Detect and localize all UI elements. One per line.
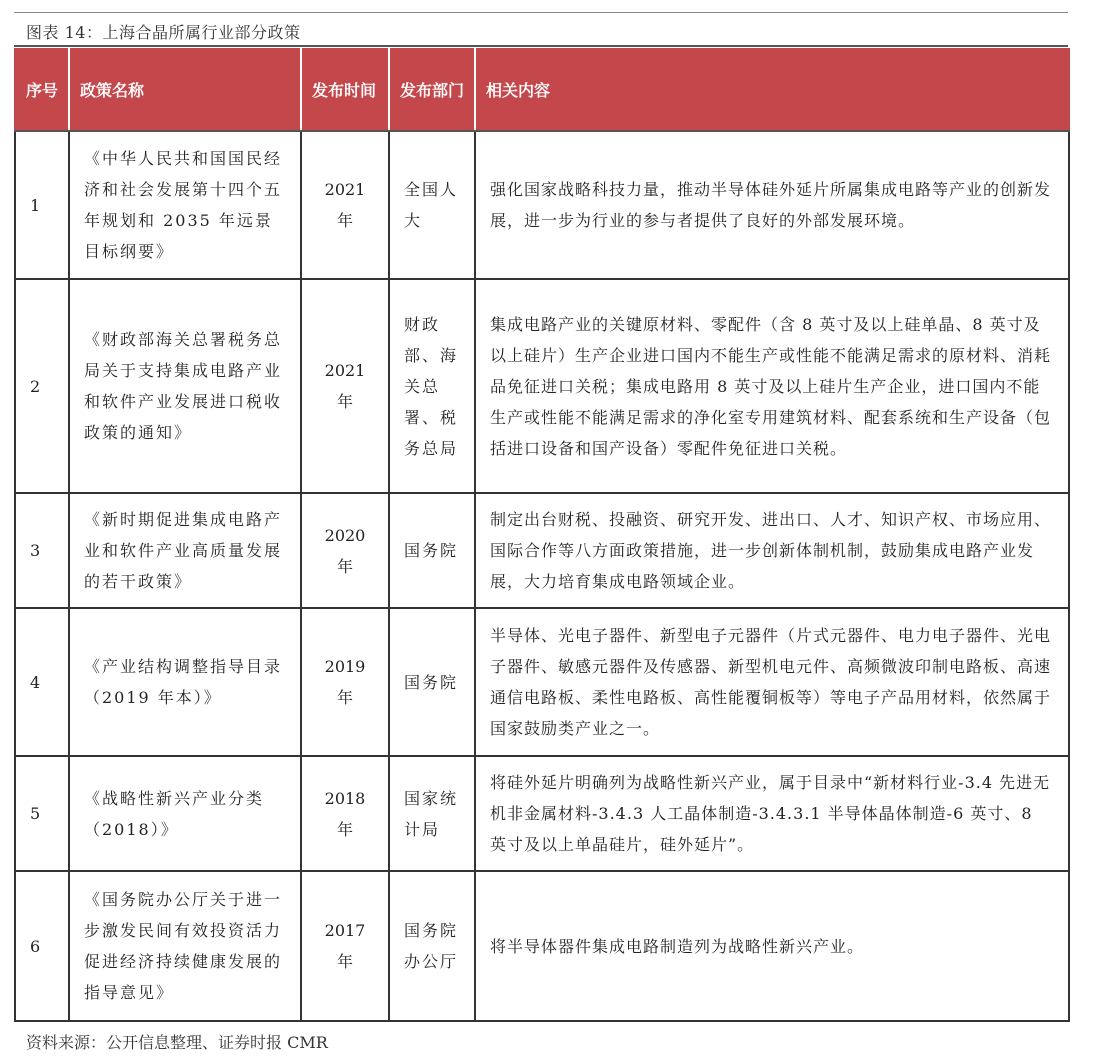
policy-table — [14, 48, 1070, 1022]
header-no: 序号 — [15, 49, 69, 131]
header-policy-name: 政策名称 — [69, 49, 301, 131]
header-content: 相关内容 — [475, 49, 1069, 131]
row-content: 集成电路产业的关键原材料、零配件（含 8 英寸及以上硅单晶、8 英寸及以上硅片）生产企业进口国内不能生产或性能不能满足需求的原材料、消耗品免征进口关税；集成电路用 8 英寸及以上硅片生产企业，进口国内不能生产或性能不能满足需求的净化室专用建筑材料、配套系统和生产设备（包括进口设备和国产设备）零配件免征进口关税。 — [475, 279, 1069, 493]
row-policy-name: 《国务院办公厅关于进一步激发民间有效投资活力促进经济持续健康发展的指导意见》 — [69, 871, 301, 1021]
row-year: 2021 年 — [301, 279, 389, 493]
row-policy-name: 《产业结构调整指导目录（2019 年本）》 — [69, 608, 301, 756]
row-content: 制定出台财税、投融资、研究开发、进出口、人才、知识产权、市场应用、国际合作等八方面政策措施，进一步创新体制机制，鼓励集成电路产业发展，大力培育集成电路领域企业。 — [475, 493, 1069, 608]
row-year: 2020 年 — [301, 493, 389, 608]
row-dept: 国务院 — [389, 608, 475, 756]
table-row — [15, 279, 1069, 493]
row-year: 2019 年 — [301, 608, 389, 756]
row-policy-name: 《战略性新兴产业分类（2018）》 — [69, 756, 301, 871]
row-dept: 全国人大 — [389, 131, 475, 279]
table-row — [15, 131, 1069, 279]
row-policy-name: 《中华人民共和国国民经济和社会发展第十四个五年规划和 2035 年远景目标纲要》 — [69, 131, 301, 279]
row-no: 5 — [15, 756, 69, 871]
table-row — [15, 756, 1069, 871]
row-content: 将半导体器件集成电路制造列为战略性新兴产业。 — [475, 871, 1069, 1021]
row-year: 2021 年 — [301, 131, 389, 279]
figure-caption: 图表 14：上海合晶所属行业部分政策 — [26, 23, 301, 42]
row-no: 2 — [15, 279, 69, 493]
source-note: 资料来源：公开信息整理、证券时报 CMR — [26, 1033, 328, 1052]
row-policy-name: 《财政部海关总署税务总局关于支持集成电路产业和软件产业发展进口税收政策的通知》 — [69, 279, 301, 493]
row-no: 6 — [15, 871, 69, 1021]
row-year: 2018 年 — [301, 756, 389, 871]
table-header-row — [15, 49, 1069, 131]
header-release-time: 发布时间 — [301, 49, 389, 131]
table-row — [15, 871, 1069, 1021]
row-no: 1 — [15, 131, 69, 279]
caption-rule — [14, 45, 1068, 47]
row-dept: 国务院办公厅 — [389, 871, 475, 1021]
table-row — [15, 608, 1069, 756]
header-release-dept: 发布部门 — [389, 49, 475, 131]
row-year: 2017 年 — [301, 871, 389, 1021]
row-policy-name: 《新时期促进集成电路产业和软件产业高质量发展的若干政策》 — [69, 493, 301, 608]
row-content: 强化国家战略科技力量，推动半导体硅外延片所属集成电路等产业的创新发展，进一步为行业的参与者提供了良好的外部发展环境。 — [475, 131, 1069, 279]
row-no: 4 — [15, 608, 69, 756]
row-no: 3 — [15, 493, 69, 608]
row-dept: 财政部、海关总署、税务总局 — [389, 279, 475, 493]
table-row — [15, 493, 1069, 608]
top-rule — [14, 12, 1068, 13]
row-content: 将硅外延片明确列为战略性新兴产业，属于目录中“新材料行业-3.4 先进无机非金属材料-3.4.3 人工晶体制造-3.4.3.1 半导体晶体制造-6 英寸、8 英寸及以上单晶硅片，硅外延片”。 — [475, 756, 1069, 871]
row-content: 半导体、光电子器件、新型电子元器件（片式元器件、电力电子器件、光电子器件、敏感元器件及传感器、新型机电元件、高频微波印制电路板、高速通信电路板、柔性电路板、高性能覆铜板等）等电子产品用材料，依然属于国家鼓励类产业之一。 — [475, 608, 1069, 756]
row-dept: 国家统计局 — [389, 756, 475, 871]
row-dept: 国务院 — [389, 493, 475, 608]
